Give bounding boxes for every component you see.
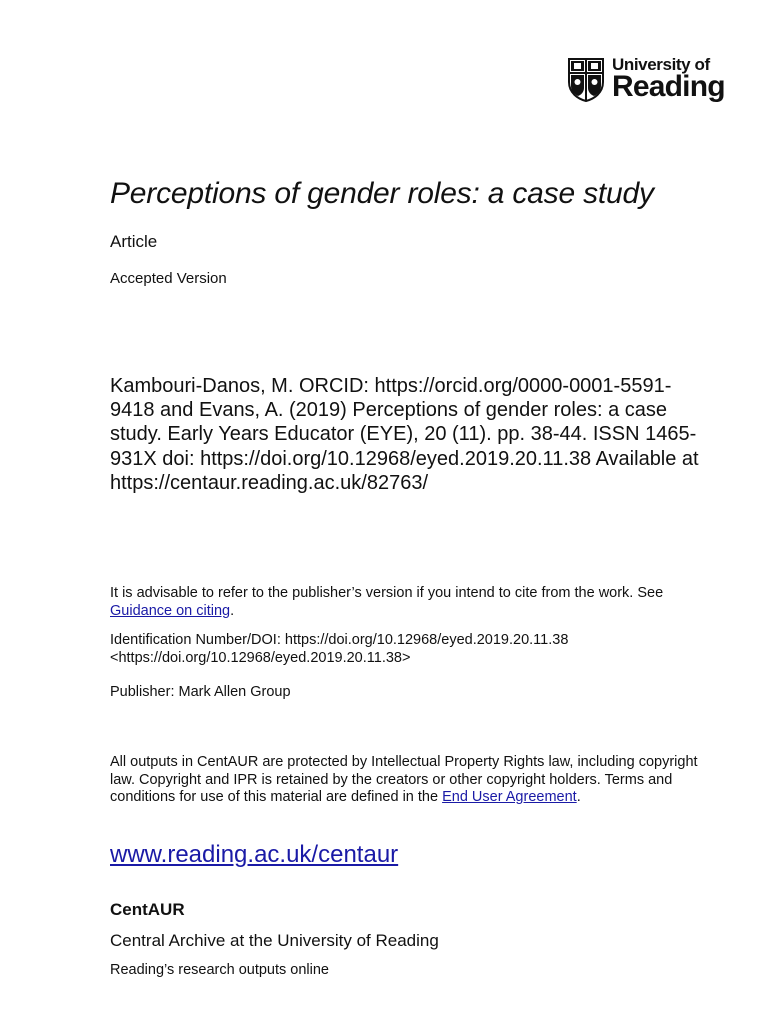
guidance-on-citing-link[interactable]: Guidance on citing [110, 602, 231, 619]
doi-block [110, 632, 710, 667]
university-wordmark [612, 56, 724, 102]
citation-advisory [110, 585, 710, 620]
logo-line-1: University of [612, 55, 710, 74]
rights-text: All outputs in CentAUR are protected by Intellectual Property Rights law, including copyright law. Copyright and IPR is retained by the creators or other copyright holders. Terms and conditions for use of this material are defined in the [110, 754, 698, 806]
version-label: Accepted Version [110, 270, 227, 287]
university-crest-icon [568, 58, 604, 102]
centaur-description: Central Archive at the University of Reading [110, 931, 439, 950]
article-title: Perceptions of gender roles: a case study [110, 177, 654, 210]
rights-statement [110, 754, 710, 807]
end-user-agreement-link[interactable]: End User Agreement [442, 789, 577, 806]
rights-end: . [576, 789, 581, 806]
centaur-name: CentAUR [110, 900, 185, 919]
university-logo [568, 56, 724, 106]
logo-line-2: Reading [612, 70, 725, 103]
advisory-end: . [230, 602, 235, 619]
article-type: Article [110, 232, 158, 251]
centaur-tagline: Reading’s research outputs online [110, 962, 329, 978]
publisher: Publisher: Mark Allen Group [110, 684, 291, 700]
citation-block: Kambouri-Danos, M. ORCID: https://orcid.org/0000-0001-5591-9418 and Evans, A. (2019) Perceptions of gender roles: a case study. Early Years Educator (EYE), 20 (11). pp. 38-44. ISSN 1465-931X doi: https://doi.org/10.12968/eyed.2019.20.11.38 Available at https://centaur.reading.ac.uk/82763/ [110, 375, 699, 494]
advisory-text: It is advisable to refer to the publisher’s version if you intend to cite from the work. See [110, 585, 664, 601]
doi-line-2: <https://doi.org/10.12968/eyed.2019.20.11.38> [110, 649, 411, 666]
centaur-link[interactable]: www.reading.ac.uk/centaur [110, 841, 399, 868]
doi-line-1: Identification Number/DOI: https://doi.org/10.12968/eyed.2019.20.11.38 [110, 632, 569, 648]
